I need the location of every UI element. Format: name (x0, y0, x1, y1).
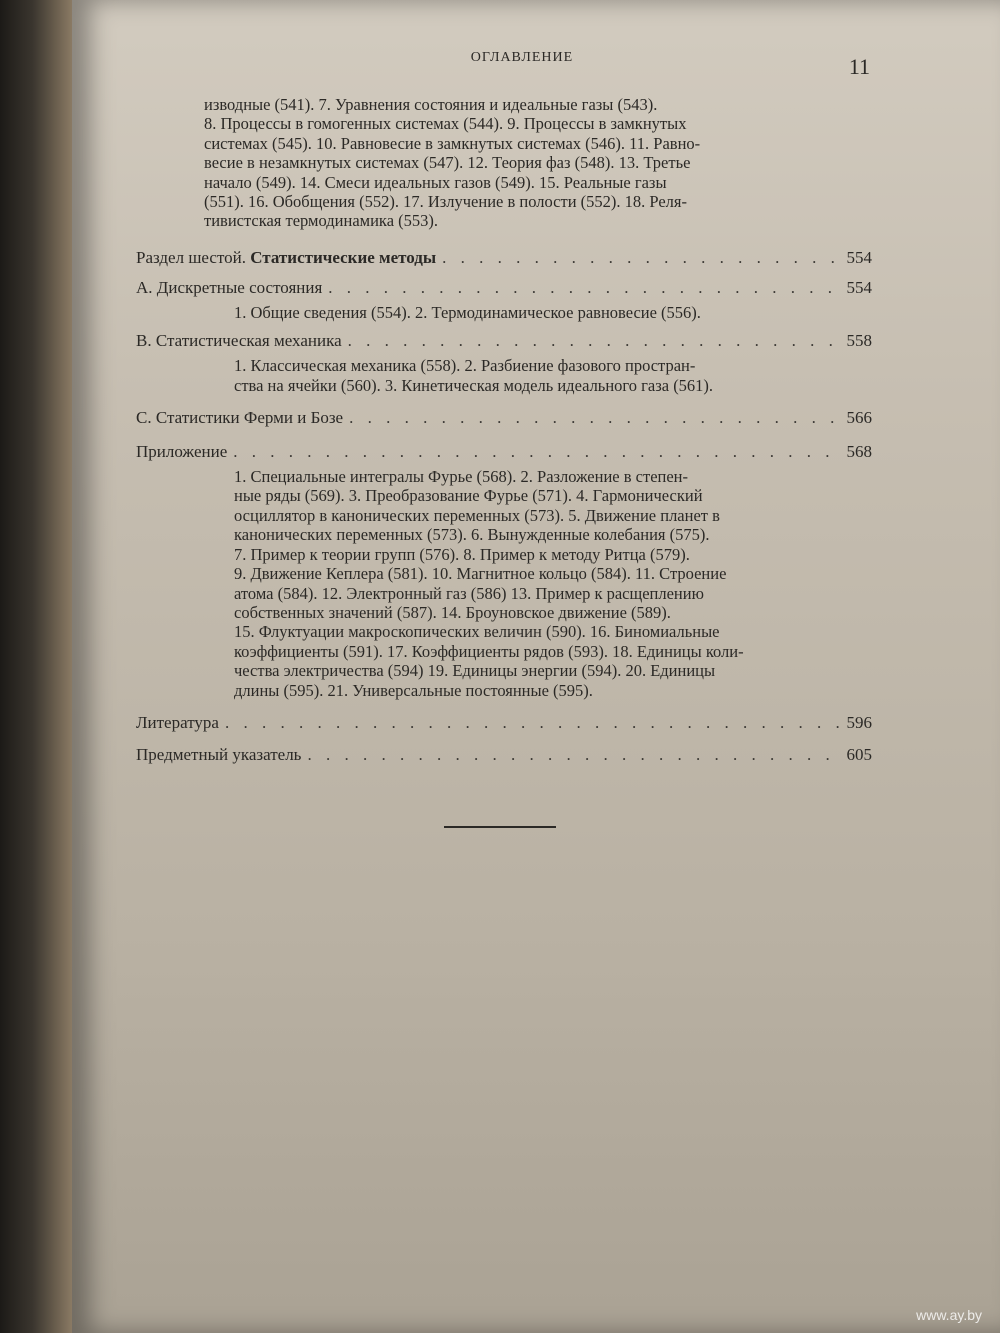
dot-leader (328, 277, 840, 299)
toc-entry-appendix (136, 441, 872, 463)
toc-entry-page: 596 (846, 712, 872, 732)
end-rule (444, 826, 556, 828)
toc-entry-page: 554 (846, 247, 872, 267)
toc-entry-label: Литература (136, 712, 219, 732)
text-line: весие в незамкнутых системах (547). 12. Теория фаз (548). 13. Третье (204, 153, 691, 173)
toc-entry-page: 568 (846, 442, 872, 462)
toc-entry-part-b (136, 330, 872, 352)
text-line: длины (595). 21. Универсальные постоянные (595). (234, 680, 593, 700)
watermark: www.ay.by (916, 1307, 982, 1323)
running-head: ОГЛАВЛЕНИЕ (470, 50, 574, 65)
toc-entry-literature (136, 712, 872, 734)
text-line: 8. Процессы в гомогенных системах (544). 9. Процессы в замкнутых (204, 114, 687, 134)
toc-entry-page: 558 (846, 331, 872, 351)
text-line: осциллятор в канонических переменных (573). 5. Движение планет в (234, 505, 720, 525)
book-page (72, 0, 1000, 1333)
text-line: ства на ячейки (560). 3. Кинетическая модель идеального газа (561). (234, 375, 714, 395)
toc-entry-page: 554 (846, 277, 872, 297)
text-line: системах (545). 10. Равновесие в замкнутых системах (546). 11. Равно- (204, 133, 701, 153)
intro-paragraph (204, 95, 872, 231)
toc-entry-section6 (136, 247, 872, 269)
book-spine (0, 0, 72, 1333)
text-line: 7. Пример к теории групп (576). 8. Пример к методу Ритца (579). (234, 544, 690, 564)
text-line: атома (584). 12. Электронный газ (586) 13. Пример к расщеплению (234, 583, 704, 603)
text-line: (551). 16. Обобщения (552). 17. Излучение в полости (552). 18. Реля- (204, 192, 687, 212)
toc-entry-index (136, 744, 872, 766)
text-line: 15. Флуктуации макроскопических величин (590). 16. Биномиальные (234, 622, 720, 642)
part-b-subentries (234, 356, 872, 395)
text-line: тивистская термодинамика (553). (204, 211, 439, 231)
page-number: 11 (848, 54, 870, 79)
toc-entry-label: B. Статистическая механика (136, 331, 342, 351)
text-line: ные ряды (569). 3. Преобразование Фурье (571). 4. Гармонический (234, 486, 703, 506)
text-line: коэффициенты (591). 17. Коэффициенты рядов (593). 18. Единицы коли- (234, 641, 744, 661)
appendix-subentries (234, 467, 872, 700)
toc-entry-label: Приложение (136, 442, 228, 462)
text-line: изводные (541). 7. Уравнения состояния и идеальные газы (543). (204, 95, 658, 114)
toc-entry-label: A. Дискретные состояния (136, 277, 323, 297)
text-line: 9. Движение Кеплера (581). 10. Магнитное кольцо (584). 11. Строение (234, 564, 727, 584)
toc-entry-label: C. Статистики Ферми и Бозе (136, 408, 344, 428)
text-line: 1. Общие сведения (554). 2. Термодинамическое равновесие (556). (234, 302, 701, 322)
table-of-contents (136, 95, 872, 766)
toc-entry-page: 605 (846, 744, 872, 764)
toc-entry-label: Раздел шестой. Статистические методы (136, 247, 437, 267)
dot-leader (225, 712, 841, 734)
text-line: собственных значений (587). 14. Броуновское движение (589). (234, 602, 671, 622)
toc-entry-part-a (136, 277, 872, 299)
text-line: начало (549). 14. Смеси идеальных газов (549). 15. Реальные газы (204, 172, 667, 192)
dot-leader (233, 441, 840, 463)
text-line: 1. Специальные интегралы Фурье (568). 2. Разложение в степен- (234, 467, 688, 487)
dot-leader (348, 330, 841, 352)
dot-leader (442, 247, 840, 269)
text-line: 1. Классическая механика (558). 2. Разбиение фазового простран- (234, 356, 696, 376)
text-line: канонических переменных (573). 6. Вынужденные колебания (575). (234, 525, 710, 545)
text-line: чества электричества (594) 19. Единицы энергии (594). 20. Единицы (234, 661, 716, 681)
dot-leader (307, 744, 840, 766)
dot-leader (349, 407, 840, 429)
toc-entry-label: Предметный указатель (136, 744, 302, 764)
part-a-subentries (234, 303, 872, 322)
toc-entry-page: 566 (846, 408, 872, 428)
toc-entry-part-c (136, 407, 872, 429)
